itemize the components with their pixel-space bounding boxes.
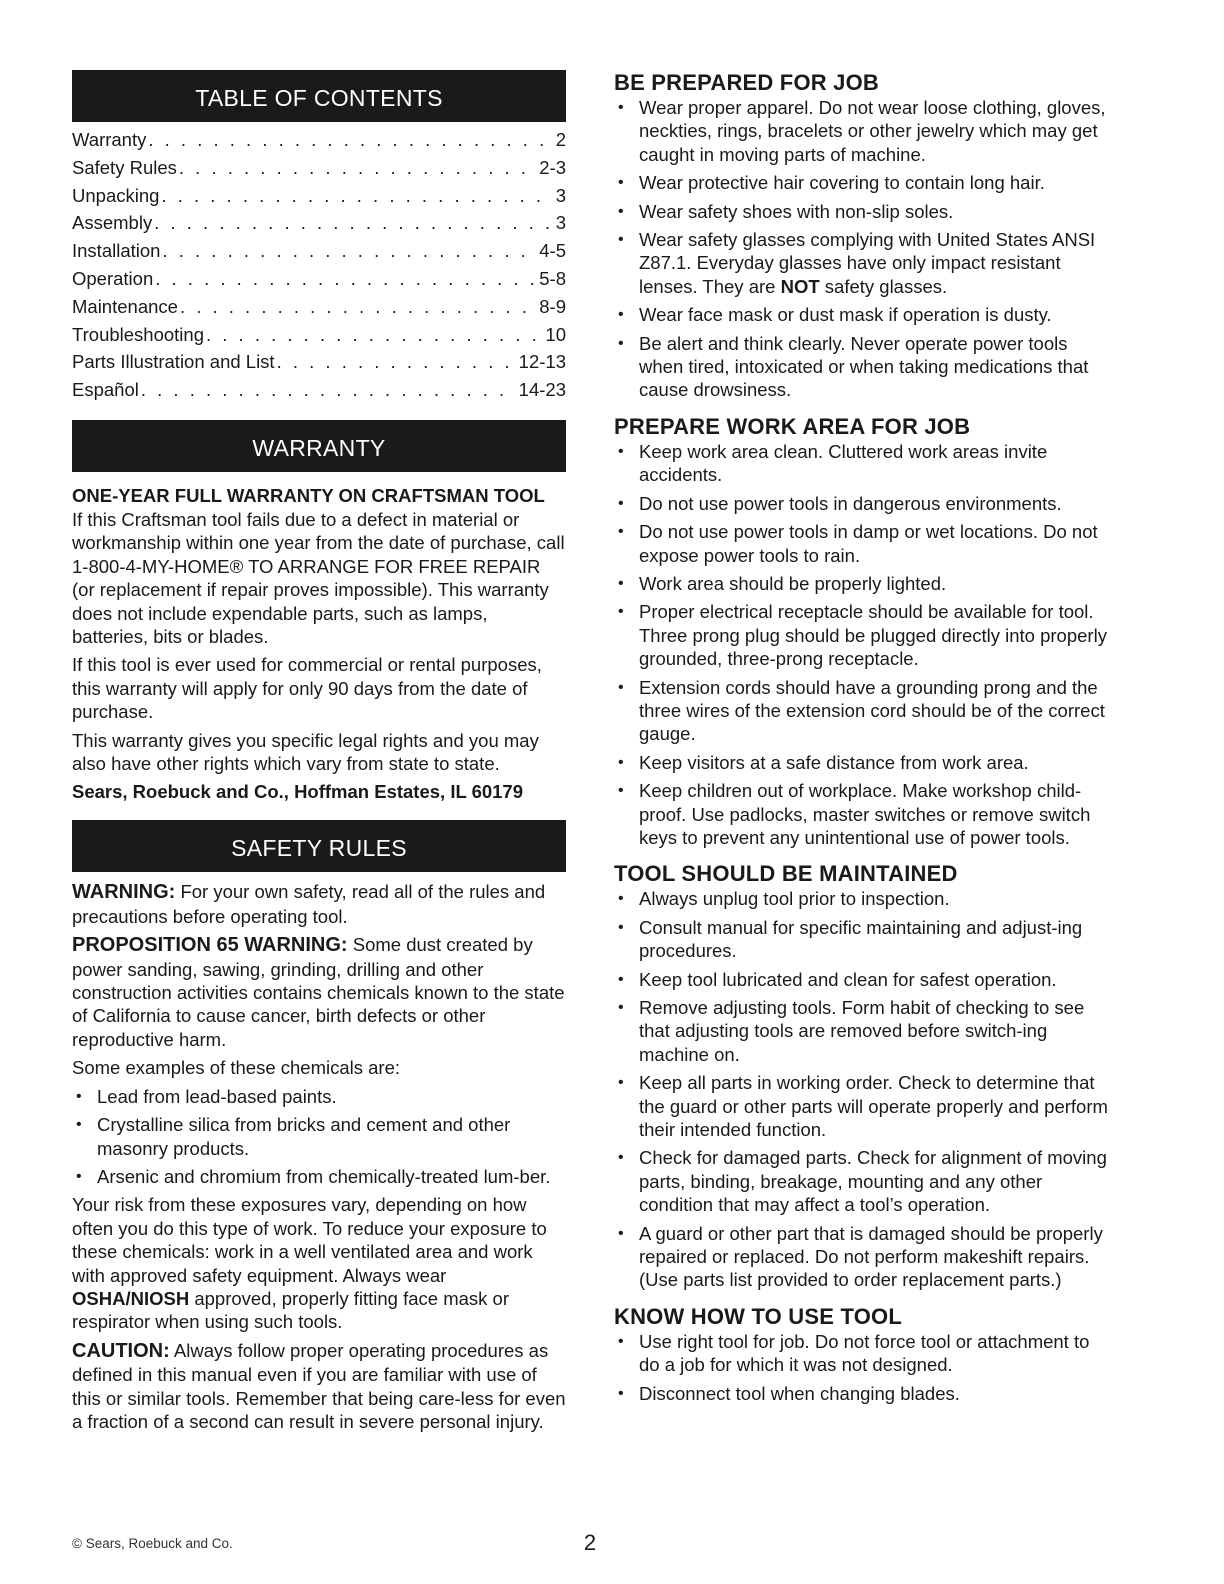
toc-leader: [179, 154, 535, 182]
toc-page: 2-3: [539, 156, 566, 178]
toc-page: 12-13: [518, 351, 566, 373]
list-item: • Wear face mask or dust mask if operation is dusty.: [614, 303, 1114, 326]
prop65-text: Some dust created by power sanding, sawing, grinding, drilling and other construction activities contains chemicals known to the state of California to cause cancer, birth defects or other reproductive harm.: [72, 934, 565, 1050]
section-heading: KNOW HOW TO USE TOOL: [614, 1303, 902, 1329]
toc-item: [72, 321, 566, 349]
list-item: • Lead from lead-based paints.: [72, 1085, 566, 1108]
section-heading: TOOL SHOULD BE MAINTAINED: [614, 861, 958, 887]
risk-text: Your risk from these exposures vary, depending on how often you do this type of work. To reduce your exposure to these chemicals: work in a well ventilated area and work with approved safety equipment. Always wear: [72, 1194, 547, 1286]
warranty-paragraph: If this Craftsman tool fails due to a defect in material or workmanship within one year from the date of purchase, call 1-800-4-MY-HOME® TO ARRANGE FOR FREE REPAIR (or replacement if repair proves impossible). This warranty does not include expendable parts, such as lamps, batteries, bits or blades.: [72, 508, 565, 647]
list-item: • Keep children out of workplace. Make workshop child-proof. Use padlocks, master switches or remove switch keys to prevent any unintentional use of power tools.: [614, 779, 1114, 849]
toc-page: 2: [555, 129, 566, 150]
toc-page: 3: [555, 184, 566, 206]
caution-paragraph: [72, 1339, 566, 1434]
toc-item: [72, 209, 566, 237]
list-item: • Wear protective hair covering to contain long hair.: [614, 171, 1114, 194]
toc-title: Warranty: [72, 129, 147, 150]
be-prepared-list: [614, 96, 1114, 402]
maintained-list: [614, 887, 1114, 1292]
list-item: • Remove adjusting tools. Form habit of checking to see that adjusting tools are removed before switch-ing machine on.: [614, 996, 1114, 1066]
list-item: • A guard or other part that is damaged should be properly repaired or replaced. Do not perform makeshift repairs. (Use parts list provided to order replacement parts.): [614, 1222, 1114, 1292]
list-item: • Arsenic and chromium from chemically-treated lum-ber.: [72, 1165, 566, 1188]
warranty-subheading: ONE-YEAR FULL WARRANTY ON CRAFTSMAN TOOL: [72, 484, 545, 506]
safety-section: [72, 880, 566, 1433]
list-item: • Work area should be properly lighted.: [614, 572, 1114, 595]
toc-title: Unpacking: [72, 184, 160, 206]
list-item: • Do not use power tools in dangerous environments.: [614, 492, 1114, 515]
list-item: [614, 228, 1114, 298]
warning-label: WARNING:: [72, 881, 176, 904]
toc-leader: [180, 293, 535, 321]
list-item: • Use right tool for job. Do not force tool or attachment to do a job for which it was not designed.: [614, 1330, 1114, 1377]
osha-niosh-bold: OSHA/NIOSH: [72, 1287, 190, 1309]
toc-item: [72, 348, 566, 376]
warranty-paragraph: If this tool is ever used for commercial or rental purposes, this warranty will apply for only 90 days from the date of purchase.: [72, 654, 542, 723]
list-item: • Wear proper apparel. Do not wear loose clothing, gloves, neckties, rings, bracelets or other jewelry which may get caught in moving parts of machine.: [614, 96, 1114, 166]
risk-paragraph: [72, 1193, 566, 1333]
toc-leader: [148, 126, 551, 154]
toc-page: 14-23: [518, 379, 566, 401]
warning-paragraph: [72, 880, 566, 928]
toc-page: 4-5: [539, 240, 566, 262]
toc-title: Troubleshooting: [72, 323, 204, 345]
examples-intro: Some examples of these chemicals are:: [72, 1057, 401, 1079]
toc-title: Español: [72, 379, 139, 401]
table-of-contents: [72, 126, 566, 404]
list-item: • Keep all parts in working order. Check to determine that the guard or other parts will operate properly and perform their intended function.: [614, 1071, 1114, 1141]
toc-title: Assembly: [72, 212, 153, 234]
list-item: • Always unplug tool prior to inspection.: [614, 887, 1114, 910]
prop65-label: PROPOSITION 65 WARNING:: [72, 934, 348, 957]
list-item: • Proper electrical receptacle should be available for tool. Three prong plug should be plugged directly into properly grounded, three-prong receptacle.: [614, 600, 1114, 670]
know-tool-list: [614, 1330, 1114, 1405]
page-number: 2: [583, 1530, 597, 1555]
safety-banner: SAFETY RULES: [72, 820, 566, 872]
toc-leader: [161, 182, 551, 210]
list-item: • Keep work area clean. Cluttered work areas invite accidents.: [614, 440, 1114, 487]
toc-leader: [141, 376, 515, 404]
left-column: [72, 70, 566, 1438]
list-item: • Keep tool lubricated and clean for safest operation.: [614, 968, 1114, 991]
toc-leader: [206, 321, 541, 349]
copyright-footer: © Sears, Roebuck and Co.: [72, 1536, 233, 1551]
toc-leader: [277, 348, 515, 376]
toc-page: 3: [555, 212, 566, 234]
toc-title: Safety Rules: [72, 156, 177, 178]
not-bold: NOT: [780, 275, 820, 297]
toc-title: Maintenance: [72, 295, 178, 317]
section-heading: PREPARE WORK AREA FOR JOB: [614, 413, 971, 439]
prop65-paragraph: [72, 933, 566, 1051]
warning-text: For your own safety, read all of the rules and precautions before operating tool.: [72, 881, 546, 927]
list-item: • Consult manual for specific maintaining and adjust-ing procedures.: [614, 916, 1114, 963]
toc-title: Installation: [72, 240, 161, 262]
toc-page: 5-8: [539, 267, 566, 289]
list-item: • Disconnect tool when changing blades.: [614, 1382, 1114, 1405]
section-heading: BE PREPARED FOR JOB: [614, 70, 879, 95]
toc-leader: [162, 237, 535, 265]
list-item: • Extension cords should have a grounding prong and the three wires of the extension cord should be of the correct gauge.: [614, 676, 1114, 746]
toc-page: 8-9: [539, 295, 566, 317]
toc-leader: [154, 209, 552, 237]
toc-banner: TABLE OF CONTENTS: [72, 70, 566, 122]
caution-label: CAUTION:: [72, 1339, 170, 1362]
toc-item: [72, 265, 566, 293]
warranty-section: [72, 484, 566, 804]
list-item: • Wear safety shoes with non-slip soles.: [614, 200, 1114, 223]
toc-item: [72, 376, 566, 404]
warranty-address: Sears, Roebuck and Co., Hoffman Estates, IL 60179: [72, 781, 524, 803]
caution-text: Always follow proper operating procedures as defined in this manual even if you are familiar with use of this or similar tools. Remember that being care-less for even a fraction of a second can result in severe personal injury.: [72, 1339, 566, 1432]
toc-leader: [155, 265, 535, 293]
toc-item: [72, 182, 566, 210]
right-column: [614, 70, 1114, 1410]
list-item: • Crystalline silica from bricks and cement and other masonry products.: [72, 1113, 566, 1160]
list-item: • Do not use power tools in damp or wet locations. Do not expose power tools to rain.: [614, 520, 1114, 567]
toc-item: [72, 126, 566, 154]
toc-title: Operation: [72, 267, 154, 289]
list-item: • Check for damaged parts. Check for alignment of moving parts, binding, breakage, mounting and any other condition that may affect a tool’s operation.: [614, 1146, 1114, 1216]
toc-item: [72, 154, 566, 182]
toc-title: Parts Illustration and List: [72, 351, 275, 373]
glasses-text: safety glasses.: [819, 275, 948, 297]
risk-text: approved, properly fitting face mask or respirator when using such tools.: [72, 1287, 509, 1333]
examples-list: [72, 1085, 566, 1189]
work-area-list: [614, 440, 1114, 850]
toc-page: 10: [545, 323, 566, 345]
list-item: • Keep visitors at a safe distance from work area.: [614, 751, 1114, 774]
toc-item: [72, 293, 566, 321]
warranty-paragraph: This warranty gives you specific legal rights and you may also have other rights which vary from state to state.: [72, 729, 539, 775]
glasses-text: Wear safety glasses complying with United States ANSI Z87.1. Everyday glasses have only impact resistant lenses. They are: [639, 229, 1096, 297]
list-item: • Be alert and think clearly. Never operate power tools when tired, intoxicated or when taking medications that cause drowsiness.: [614, 332, 1114, 402]
warranty-banner: WARRANTY: [72, 420, 566, 472]
toc-item: [72, 237, 566, 265]
